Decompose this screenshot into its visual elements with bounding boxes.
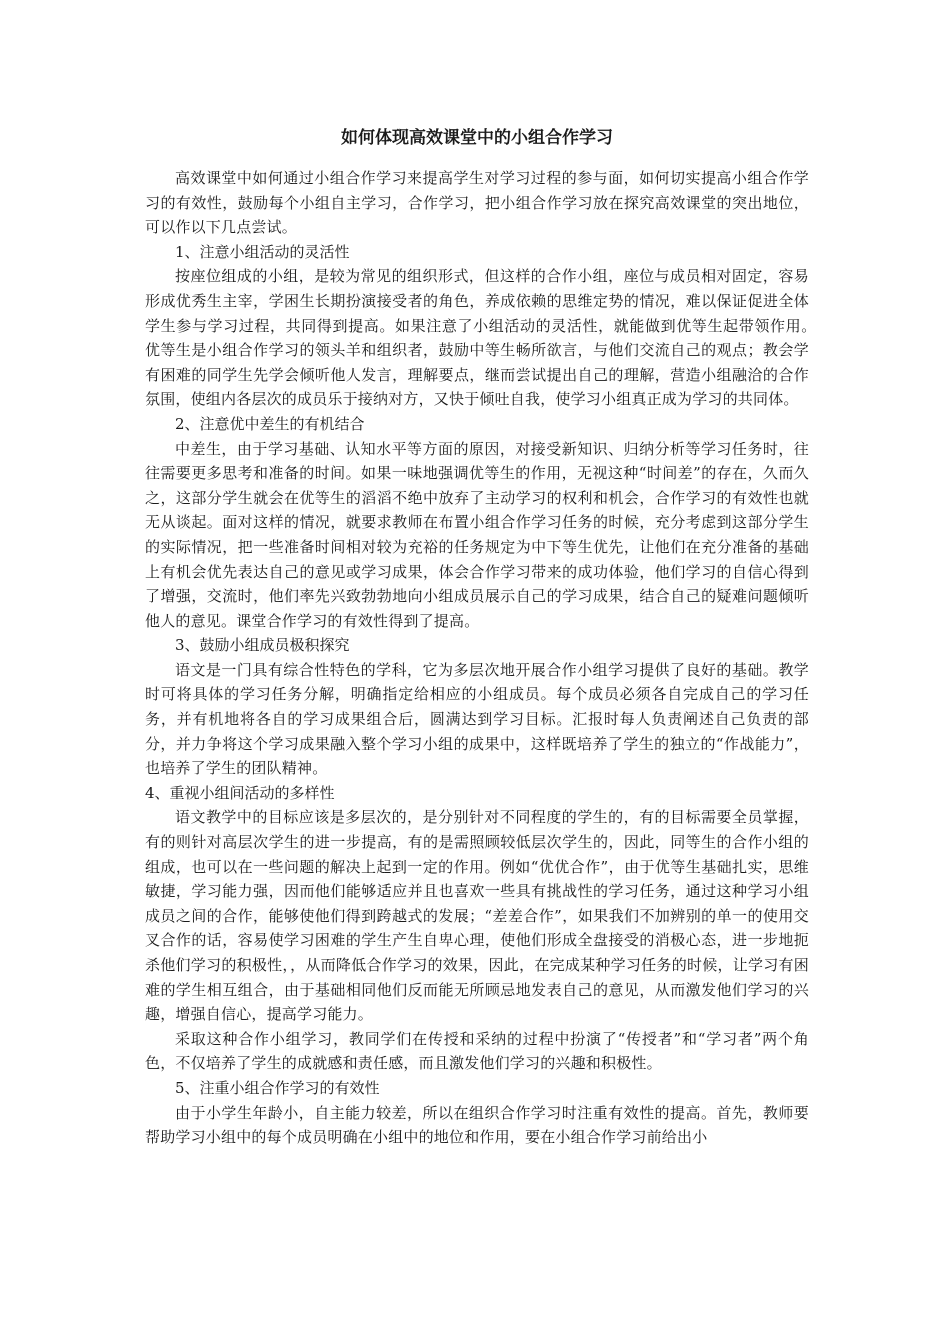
section-1-heading: 1、注意小组活动的灵活性 [175,242,350,261]
document-title: 如何体现高效课堂中的小组合作学习 [341,128,613,148]
section-5-heading: 5、注重小组合作学习的有效性 [175,1078,380,1097]
section-2-heading: 2、注意优中差生的有机结合 [175,414,365,433]
section-4-heading: 4、重视小组间活动的多样性 [145,783,335,802]
section-3-heading: 3、鼓励小组成员极积探究 [175,636,350,655]
section-4-paragraph-1: 语文教学中的目标应该是多层次的，是分别针对不同程度的学生的，有的目标需要全员掌握，有的则针对高层次学生的进一步提高，有的是需照顾较低层次学生的，因此，同等生的合作小组的组成，也可以在一些问题的解决上起到一定的作用。例如“优优合作”，由于优等生基础扎实，思维敏捷，学习能力强，因而他们能够适应并且也喜欢一些具有挑战性的学习任务，通过这种学习小组成员之间的合作，能够使他们得到跨越式的发展；“差差合作”，如果我们不加辨别的单一的使用交叉合作的话，容易使学习困难的学生产生自卑心理，使他们形成全盘接受的消极心态，进一步地扼杀他们学习的积极性，，从而降低合作学习的效果，因此，在完成某种学习任务的时候，让学习有困难的学生相互组合，由于基础相同他们反而能无所顾忌地发表自己的意见，从而激发他们学习的兴趣，增强自信心，提高学习能力。 [145,808,809,1024]
section-1-paragraph: 按座位组成的小组，是较为常见的组织形式，但这样的合作小组，座位与成员相对固定，容易形成优秀生主宰，学困生长期扮演接受者的角色，养成依赖的思维定势的情况，难以保证促进全体学生参与学习过程，共同得到提高。如果注意了小组活动的灵活性，就能做到优等生起带领作用。 优等生是小组合作学习的领头羊和组织者，鼓励中等生畅所欲言，与他们交流自己的观点；教会学有困难的同学生先学会倾听他人发言，理解要点，继而尝试提出自己的理解，营造小组融洽的合作氛围，使组内各层次的成员乐于接纳对方，又快于倾吐自我，使学习小组真正成为学习的共同体。 [145,267,840,409]
document-page [145,118,840,1150]
section-5-paragraph: 由于小学生年龄小，自主能力较差，所以在组织合作学习时注重有效性的提高。首先，教师要帮助学习小组中的每个成员明确在小组中的地位和作用，要在小组合作学习前给出小 [145,1103,809,1147]
section-4-paragraph-2: 采取这种合作小组学习，教同学们在传授和采纳的过程中扮演了“传授者”和“学习者”两个角色，不仅培养了学生的成就感和责任感，而且激发他们学习的兴趣和积极性。 [145,1029,809,1073]
intro-paragraph: 高效课堂中如何通过小组合作学习来提高学生对学习过程的参与面，如何切实提高小组合作学习的有效性，鼓励每个小组自主学习，合作学习，把小组合作学习放在探究高效课堂的突出地位，可以作以下几点尝试。 [145,169,809,237]
section-3-paragraph: 语文是一门具有综合性特色的学科，它为多层次地开展合作小组学习提供了良好的基础。教学时可将具体的学习任务分解，明确指定给相应的小组成员。每个成员必须各自完成自己的学习任务，并有机地将各自的学习成果组合后，圆满达到学习目标。汇报时每人负责阐述自己负责的部分，并力争将这个学习成果融入整个学习小组的成果中，这样既培养了学生的独立的“作战能力”，也培养了学生的团队精神。 [145,660,809,778]
section-2-paragraph: 中差生，由于学习基础、认知水平等方面的原因，对接受新知识、归纳分析等学习任务时，往往需要更多思考和准备的时间。如果一味地强调优等生的作用，无视这种“时间差”的存在，久而久之，这部分学生就会在优等生的滔滔不绝中放弃了主动学习的权利和机会，合作学习的有效性也就无从谈起。面对这样的情况，就要求教师在布置小组合作学习任务的时候，充分考虑到这部分学生的实际情况，把一些准备时间相对较为充裕的任务规定为中下等生优先，让他们在充分准备的基础上有机会优先表达自己的意见或学习成果，体会合作学习带来的成功体验，他们学习的自信心得到了增强，交流时，他们率先兴致勃勃地向小组成员展示自己的学习成果，结合自己的疑难问题倾听他人的意见。课堂合作学习的有效性得到了提高。 [145,439,809,630]
